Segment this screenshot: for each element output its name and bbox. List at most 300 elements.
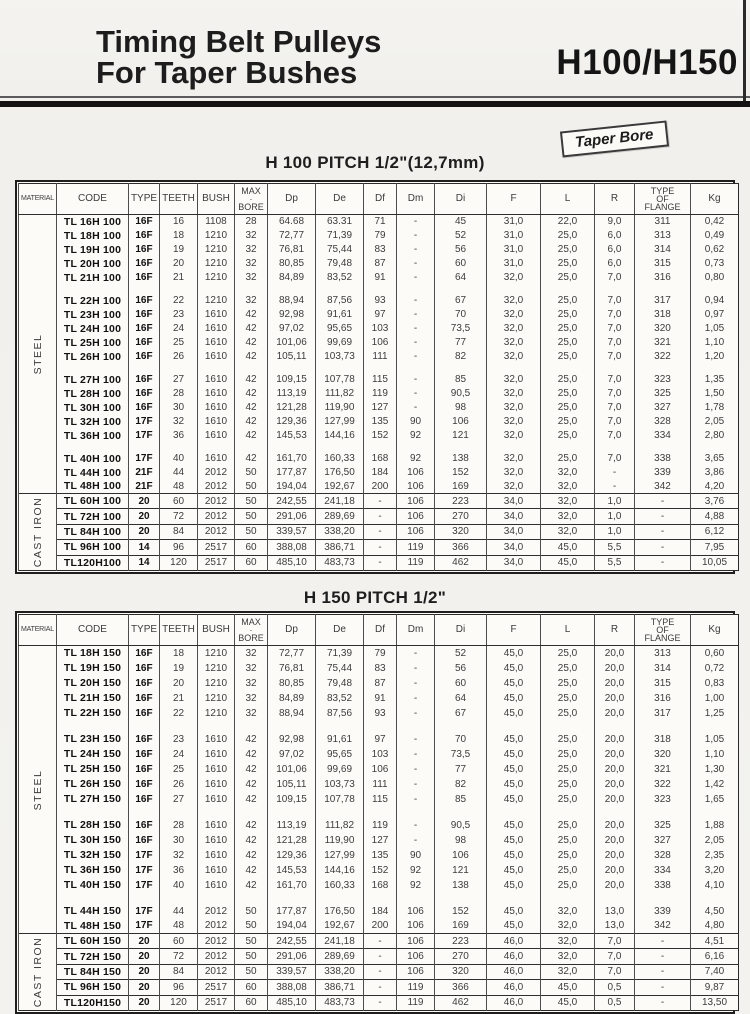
data-cell: 334 — [635, 429, 691, 443]
data-cell: 107,78 — [316, 792, 364, 807]
data-cell: 46,0 — [487, 995, 541, 1010]
data-cell: 115 — [364, 373, 397, 387]
spacer-cell — [397, 721, 435, 732]
data-cell: 50 — [235, 480, 268, 494]
spacer-cell — [160, 893, 198, 904]
data-cell: 1,50 — [691, 387, 739, 401]
data-cell: 106 — [397, 494, 435, 509]
spacer-cell — [364, 721, 397, 732]
col-header-di: Di — [435, 184, 487, 215]
data-cell: 200 — [364, 919, 397, 934]
data-cell: 92 — [397, 863, 435, 878]
data-cell: 119,90 — [316, 833, 364, 848]
data-cell: 120 — [160, 995, 198, 1010]
data-cell: - — [364, 494, 397, 509]
data-cell: 16F — [129, 818, 160, 833]
data-cell: 1610 — [198, 452, 235, 466]
data-cell: - — [364, 524, 397, 539]
page-edge-tab — [743, 0, 746, 101]
table-row — [19, 322, 739, 336]
data-cell: 46,0 — [487, 949, 541, 964]
data-cell: 42 — [235, 387, 268, 401]
spacer-cell — [316, 807, 364, 818]
data-cell: 45,0 — [541, 540, 595, 555]
code-cell: TL 20H 100 — [57, 257, 129, 271]
data-cell: 32,0 — [541, 494, 595, 509]
data-cell: 32 — [235, 294, 268, 308]
data-cell: 79,48 — [316, 257, 364, 271]
data-cell: 1,65 — [691, 792, 739, 807]
data-cell: 5,5 — [595, 540, 635, 555]
spacer-cell — [691, 721, 739, 732]
code-cell: TL120H150 — [57, 995, 129, 1010]
data-cell: 20 — [129, 964, 160, 979]
data-cell: 45,0 — [541, 980, 595, 995]
spacer-cell — [57, 364, 129, 373]
data-cell: 3,20 — [691, 863, 739, 878]
data-cell: 79,48 — [316, 676, 364, 691]
data-cell: 30 — [160, 833, 198, 848]
data-cell: 30 — [160, 401, 198, 415]
data-cell: 1,25 — [691, 706, 739, 721]
data-cell: 1210 — [198, 271, 235, 285]
data-cell: 0,60 — [691, 646, 739, 661]
data-cell: 313 — [635, 646, 691, 661]
data-cell: 14 — [129, 555, 160, 570]
code-cell: TL 16H 100 — [57, 215, 129, 229]
spacer-cell — [635, 443, 691, 452]
data-cell: 160,33 — [316, 878, 364, 893]
data-cell: 2,05 — [691, 415, 739, 429]
data-cell: 73,5 — [435, 322, 487, 336]
data-cell: 83 — [364, 661, 397, 676]
data-cell: 40 — [160, 878, 198, 893]
data-cell: 45,0 — [487, 732, 541, 747]
spacer-cell — [129, 443, 160, 452]
data-cell: 16F — [129, 792, 160, 807]
data-cell: 32,0 — [487, 415, 541, 429]
data-cell: 25,0 — [541, 747, 595, 762]
col-header-l: L — [541, 615, 595, 646]
data-cell: 90,5 — [435, 387, 487, 401]
data-cell: 485,10 — [268, 995, 316, 1010]
data-cell: 87 — [364, 257, 397, 271]
data-cell: 325 — [635, 387, 691, 401]
spacer-cell — [364, 443, 397, 452]
data-cell: 313 — [635, 229, 691, 243]
data-cell: - — [397, 691, 435, 706]
data-cell: 1610 — [198, 415, 235, 429]
data-cell: 334 — [635, 863, 691, 878]
data-cell: 483,73 — [316, 995, 364, 1010]
data-cell: 92 — [397, 878, 435, 893]
data-cell: 2517 — [198, 555, 235, 570]
data-cell: 75,44 — [316, 243, 364, 257]
data-cell: 42 — [235, 762, 268, 777]
data-cell: 25 — [160, 762, 198, 777]
data-cell: 386,71 — [316, 980, 364, 995]
data-cell: 339 — [635, 466, 691, 480]
code-cell: TL 18H 150 — [57, 646, 129, 661]
h100-table-frame — [15, 180, 735, 574]
data-cell: 322 — [635, 350, 691, 364]
data-cell: 4,88 — [691, 509, 739, 524]
table-row — [19, 308, 739, 322]
data-cell: 3,86 — [691, 466, 739, 480]
data-cell: 169 — [435, 919, 487, 934]
data-cell: 1,10 — [691, 336, 739, 350]
data-cell: 32,0 — [541, 904, 595, 919]
spacer-cell — [316, 285, 364, 294]
data-cell: 32,0 — [487, 308, 541, 322]
data-cell: 60 — [235, 980, 268, 995]
data-cell: 42 — [235, 833, 268, 848]
data-cell: 95,65 — [316, 747, 364, 762]
data-cell: 119 — [397, 995, 435, 1010]
data-cell: - — [635, 509, 691, 524]
group-spacer-row — [19, 364, 739, 373]
spacer-cell — [316, 893, 364, 904]
data-cell: 48 — [160, 919, 198, 934]
data-cell: 42 — [235, 322, 268, 336]
data-cell: 7,0 — [595, 373, 635, 387]
table-row — [19, 243, 739, 257]
data-cell: 71,39 — [316, 229, 364, 243]
data-cell: 327 — [635, 401, 691, 415]
data-cell: 36 — [160, 863, 198, 878]
code-cell: TL 72H 100 — [57, 509, 129, 524]
data-cell: 72,77 — [268, 646, 316, 661]
data-cell: 2517 — [198, 540, 235, 555]
data-cell: 25,0 — [541, 336, 595, 350]
data-cell: 161,70 — [268, 878, 316, 893]
table-row — [19, 294, 739, 308]
data-cell: - — [397, 706, 435, 721]
group-spacer-row — [19, 807, 739, 818]
table-row — [19, 350, 739, 364]
spacer-cell — [268, 721, 316, 732]
data-cell: 145,53 — [268, 863, 316, 878]
data-cell: 106 — [397, 480, 435, 494]
spacer-cell — [129, 721, 160, 732]
data-cell: 16F — [129, 322, 160, 336]
code-cell: TL 18H 100 — [57, 229, 129, 243]
data-cell: 127 — [364, 401, 397, 415]
data-cell: 22,0 — [541, 215, 595, 229]
col-header-f: F — [487, 184, 541, 215]
data-cell: - — [364, 980, 397, 995]
data-cell: 20,0 — [595, 818, 635, 833]
data-cell: 103,73 — [316, 350, 364, 364]
header-row — [19, 615, 739, 646]
data-cell: 23 — [160, 732, 198, 747]
data-cell: 79 — [364, 229, 397, 243]
data-cell: 98 — [435, 833, 487, 848]
data-cell: 1,30 — [691, 762, 739, 777]
table-row — [19, 848, 739, 863]
data-cell: 60 — [235, 540, 268, 555]
data-cell: 1610 — [198, 777, 235, 792]
data-cell: 93 — [364, 294, 397, 308]
data-cell: 16 — [160, 215, 198, 229]
data-cell: 92 — [397, 452, 435, 466]
data-cell: 42 — [235, 336, 268, 350]
data-cell: 16F — [129, 747, 160, 762]
spacer-cell — [160, 443, 198, 452]
data-cell: 17F — [129, 848, 160, 863]
data-cell: 91,61 — [316, 308, 364, 322]
data-cell: - — [364, 934, 397, 949]
data-cell: 88,94 — [268, 294, 316, 308]
data-cell: 20,0 — [595, 777, 635, 792]
code-cell: TL 23H 100 — [57, 308, 129, 322]
data-cell: 106 — [364, 336, 397, 350]
data-cell: 0,94 — [691, 294, 739, 308]
data-cell: 42 — [235, 818, 268, 833]
spacer-cell — [235, 443, 268, 452]
data-cell: 97,02 — [268, 322, 316, 336]
data-cell: 18 — [160, 646, 198, 661]
data-cell: 60 — [160, 494, 198, 509]
data-cell: 98 — [435, 401, 487, 415]
table-row — [19, 540, 739, 555]
data-cell: 1,78 — [691, 401, 739, 415]
data-cell: 2012 — [198, 509, 235, 524]
data-cell: 138 — [435, 878, 487, 893]
data-cell: 106 — [397, 919, 435, 934]
data-cell: - — [397, 676, 435, 691]
data-cell: - — [397, 336, 435, 350]
data-cell: 90,5 — [435, 818, 487, 833]
page-title-line2: For Taper Bushes — [96, 55, 358, 90]
data-cell: 0,5 — [595, 980, 635, 995]
spacer-cell — [595, 285, 635, 294]
data-cell: 64 — [435, 271, 487, 285]
spacer-cell — [595, 807, 635, 818]
table-row — [19, 524, 739, 539]
spacer-cell — [364, 364, 397, 373]
col-header-max-bore: MAX · BORE — [235, 184, 268, 215]
data-cell: 45,0 — [487, 848, 541, 863]
data-cell: - — [397, 373, 435, 387]
data-cell: 1,00 — [691, 691, 739, 706]
data-cell: 7,0 — [595, 336, 635, 350]
col-header-dm: Dm — [397, 615, 435, 646]
data-cell: 7,0 — [595, 350, 635, 364]
spacer-cell — [57, 443, 129, 452]
data-cell: 45,0 — [487, 818, 541, 833]
data-cell: 107,78 — [316, 373, 364, 387]
data-cell: 2012 — [198, 494, 235, 509]
data-cell: 242,55 — [268, 494, 316, 509]
data-cell: 106 — [397, 934, 435, 949]
data-cell: 17F — [129, 863, 160, 878]
data-cell: 70 — [435, 732, 487, 747]
data-cell: 46,0 — [487, 934, 541, 949]
data-cell: 20,0 — [595, 848, 635, 863]
code-cell: TL 20H 150 — [57, 676, 129, 691]
data-cell: 32,0 — [487, 401, 541, 415]
data-cell: 106 — [397, 949, 435, 964]
data-cell: 2012 — [198, 904, 235, 919]
data-cell: 21F — [129, 466, 160, 480]
code-cell: TL 40H 100 — [57, 452, 129, 466]
data-cell: 32 — [235, 257, 268, 271]
data-cell: 5,5 — [595, 555, 635, 570]
code-cell: TL 25H 150 — [57, 762, 129, 777]
data-cell: 16F — [129, 706, 160, 721]
data-cell: 96 — [160, 540, 198, 555]
data-cell: 1,0 — [595, 524, 635, 539]
data-cell: 84,89 — [268, 271, 316, 285]
data-cell: 127,99 — [316, 848, 364, 863]
data-cell: 194,04 — [268, 919, 316, 934]
data-cell: 25,0 — [541, 308, 595, 322]
data-cell: 20,0 — [595, 691, 635, 706]
data-cell: 106 — [397, 964, 435, 979]
table-row — [19, 964, 739, 979]
data-cell: 9,0 — [595, 215, 635, 229]
data-cell: 315 — [635, 257, 691, 271]
table-row — [19, 934, 739, 949]
data-cell: 50 — [235, 964, 268, 979]
table-row — [19, 480, 739, 494]
data-cell: 161,70 — [268, 452, 316, 466]
data-cell: 85 — [435, 792, 487, 807]
spacer-cell — [595, 364, 635, 373]
data-cell: 318 — [635, 732, 691, 747]
data-cell: 45,0 — [487, 661, 541, 676]
data-cell: 45 — [435, 215, 487, 229]
data-cell: 270 — [435, 949, 487, 964]
data-cell: 338 — [635, 878, 691, 893]
data-cell: 20 — [129, 494, 160, 509]
data-cell: 17F — [129, 452, 160, 466]
data-cell: 92,98 — [268, 732, 316, 747]
data-cell: 17F — [129, 429, 160, 443]
data-cell: 16F — [129, 762, 160, 777]
data-cell: 25,0 — [541, 452, 595, 466]
code-cell: TL 28H 150 — [57, 818, 129, 833]
data-cell: 92,98 — [268, 308, 316, 322]
data-cell: 34,0 — [487, 509, 541, 524]
data-cell: 1210 — [198, 229, 235, 243]
data-cell: 46,0 — [487, 964, 541, 979]
data-cell: 323 — [635, 792, 691, 807]
data-cell: 1210 — [198, 646, 235, 661]
table-row — [19, 919, 739, 934]
group-spacer-row — [19, 893, 739, 904]
spacer-cell — [57, 807, 129, 818]
data-cell: 4,80 — [691, 919, 739, 934]
data-cell: 42 — [235, 792, 268, 807]
data-cell: 48 — [160, 480, 198, 494]
data-cell: 7,0 — [595, 271, 635, 285]
spacer-cell — [691, 443, 739, 452]
col-header-df: Df — [364, 615, 397, 646]
data-cell: 23 — [160, 308, 198, 322]
data-cell: 90 — [397, 415, 435, 429]
data-cell: 1,20 — [691, 350, 739, 364]
table-row — [19, 980, 739, 995]
data-cell: 67 — [435, 294, 487, 308]
data-cell: 42 — [235, 429, 268, 443]
data-cell: 13,50 — [691, 995, 739, 1010]
data-cell: 1210 — [198, 294, 235, 308]
data-cell: 25,0 — [541, 661, 595, 676]
data-cell: 338,20 — [316, 524, 364, 539]
data-cell: 84 — [160, 964, 198, 979]
code-cell: TL 30H 100 — [57, 401, 129, 415]
spacer-cell — [235, 285, 268, 294]
data-cell: 45,0 — [487, 833, 541, 848]
data-cell: 7,0 — [595, 964, 635, 979]
table-row — [19, 904, 739, 919]
code-cell: TL 96H 150 — [57, 980, 129, 995]
data-cell: 129,36 — [268, 415, 316, 429]
data-cell: 16F — [129, 676, 160, 691]
spacer-cell — [691, 285, 739, 294]
data-cell: 32 — [235, 229, 268, 243]
spacer-cell — [364, 893, 397, 904]
data-cell: 113,19 — [268, 818, 316, 833]
col-header-de: De — [316, 184, 364, 215]
data-cell: 83 — [364, 243, 397, 257]
data-cell: 32 — [235, 691, 268, 706]
data-cell: 32 — [235, 646, 268, 661]
spacer-cell — [541, 285, 595, 294]
data-cell: 0,80 — [691, 271, 739, 285]
data-cell: 2517 — [198, 980, 235, 995]
spacer-cell — [268, 364, 316, 373]
data-cell: 72 — [160, 949, 198, 964]
data-cell: 25,0 — [541, 373, 595, 387]
data-cell: 223 — [435, 934, 487, 949]
spacer-cell — [435, 807, 487, 818]
data-cell: 105,11 — [268, 777, 316, 792]
code-cell: TL 44H 100 — [57, 466, 129, 480]
h100-table — [18, 183, 739, 571]
data-cell: - — [635, 494, 691, 509]
data-cell: - — [397, 257, 435, 271]
data-cell: 21F — [129, 480, 160, 494]
data-cell: 84,89 — [268, 691, 316, 706]
spacer-cell — [487, 285, 541, 294]
data-cell: 241,18 — [316, 494, 364, 509]
data-cell: 106 — [397, 509, 435, 524]
data-cell: 106 — [364, 762, 397, 777]
data-cell: 91,61 — [316, 732, 364, 747]
data-cell: 45,0 — [487, 676, 541, 691]
data-cell: 32 — [235, 676, 268, 691]
data-cell: 388,08 — [268, 540, 316, 555]
data-cell: 87 — [364, 676, 397, 691]
data-cell: 1610 — [198, 322, 235, 336]
data-cell: 25,0 — [541, 833, 595, 848]
data-cell: 56 — [435, 661, 487, 676]
spacer-cell — [691, 364, 739, 373]
table-row — [19, 777, 739, 792]
data-cell: 1610 — [198, 747, 235, 762]
data-cell: 338 — [635, 452, 691, 466]
data-cell: 2,05 — [691, 833, 739, 848]
data-cell: 2,80 — [691, 429, 739, 443]
data-cell: 1610 — [198, 350, 235, 364]
data-cell: 76,81 — [268, 661, 316, 676]
data-cell: 241,18 — [316, 934, 364, 949]
data-cell: 0,83 — [691, 676, 739, 691]
data-cell: - — [595, 466, 635, 480]
